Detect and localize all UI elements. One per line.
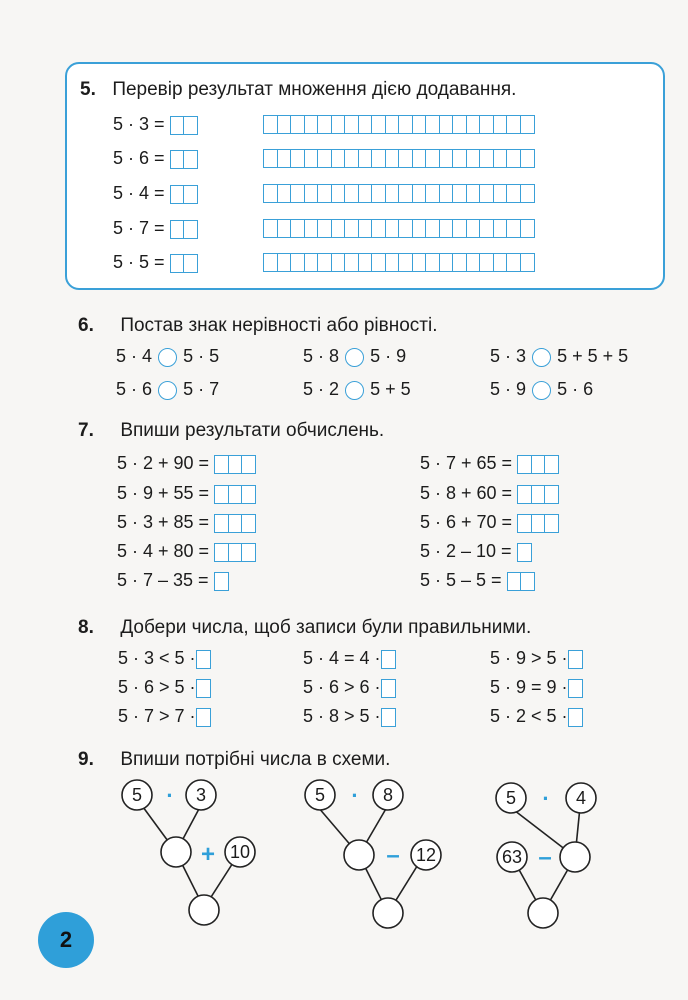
task6-comparison xyxy=(116,346,219,367)
answer-cell[interactable] xyxy=(183,220,198,239)
answer-cell[interactable] xyxy=(241,543,256,562)
answer-cells[interactable] xyxy=(517,514,559,533)
task-title: Впиши потрібні числа в схеми. xyxy=(120,749,391,770)
answer-cells[interactable] xyxy=(263,184,535,203)
answer-cell[interactable] xyxy=(568,650,583,669)
answer-cells[interactable] xyxy=(568,708,583,727)
scheme1-b-text: 3 xyxy=(195,785,207,805)
answer-cells[interactable] xyxy=(517,455,559,474)
task7-left-expression xyxy=(117,570,229,591)
page-number-badge: 2 xyxy=(38,912,94,968)
task-title: Постав знак нерівності або рівності. xyxy=(120,315,438,336)
task8-item xyxy=(118,677,211,698)
scheme3-b-text: 4 xyxy=(575,788,587,808)
answer-cell[interactable] xyxy=(196,708,211,727)
answer-cells[interactable] xyxy=(170,116,199,135)
task7-left-expression xyxy=(117,541,256,562)
expression-text: 5 · 4 = 4 · xyxy=(303,648,381,668)
answer-cells[interactable] xyxy=(263,115,535,134)
answer-cell[interactable] xyxy=(214,572,229,591)
task-number: 6. xyxy=(78,315,94,336)
answer-cell[interactable] xyxy=(517,543,532,562)
answer-cells[interactable] xyxy=(507,572,536,591)
expression-text: 5 · 7 > 7 · xyxy=(118,706,196,726)
expression-text: 5 · 6 + 70 = xyxy=(420,512,513,532)
answer-cell[interactable] xyxy=(241,485,256,504)
task8-item xyxy=(303,677,396,698)
task7-right-expression xyxy=(420,541,532,562)
task5-addition-cells[interactable] xyxy=(263,115,535,134)
comparison-sign-blank[interactable] xyxy=(345,348,364,367)
answer-cells[interactable] xyxy=(196,650,211,669)
answer-cell[interactable] xyxy=(183,185,198,204)
expression-text: 5 · 8 > 5 · xyxy=(303,706,381,726)
answer-cells[interactable] xyxy=(381,679,396,698)
task-number: 7. xyxy=(78,420,94,441)
task6-comparison xyxy=(303,346,406,367)
task8-item xyxy=(118,706,211,727)
task5-header xyxy=(80,79,516,101)
answer-cell[interactable] xyxy=(381,679,396,698)
task8-item xyxy=(490,648,583,669)
answer-cell[interactable] xyxy=(520,115,535,134)
answer-cells[interactable] xyxy=(381,708,396,727)
scheme2-blank-result[interactable] xyxy=(373,898,403,928)
comparison-sign-blank[interactable] xyxy=(158,348,177,367)
answer-cells[interactable] xyxy=(568,679,583,698)
task6-comparison xyxy=(490,379,593,400)
comparison-right: 5 · 5 xyxy=(183,346,220,366)
task7-right-expression xyxy=(420,512,559,533)
answer-cells[interactable] xyxy=(263,149,535,168)
scheme2-c-text: 12 xyxy=(415,845,437,865)
answer-cell[interactable] xyxy=(183,150,198,169)
comparison-right: 5 · 7 xyxy=(183,379,220,399)
answer-cell[interactable] xyxy=(544,514,559,533)
task8-item xyxy=(490,706,583,727)
task8-header xyxy=(78,617,531,639)
expression-text: 5 · 6 > 5 · xyxy=(118,677,196,697)
answer-cell[interactable] xyxy=(520,572,535,591)
answer-cell[interactable] xyxy=(196,650,211,669)
scheme3-blank-result[interactable] xyxy=(528,898,558,928)
comparison-sign-blank[interactable] xyxy=(158,381,177,400)
scheme1-blank-product[interactable] xyxy=(161,837,191,867)
expression-text: 5 · 7 + 65 = xyxy=(420,453,513,473)
task-title: Перевір результат множення дією додавання. xyxy=(112,79,517,100)
expression-text: 5 · 9 = 9 · xyxy=(490,677,568,697)
scheme2-blank-product[interactable] xyxy=(344,840,374,870)
task6-comparison xyxy=(303,379,411,400)
task-title: Впиши результати обчислень. xyxy=(120,420,385,441)
scheme1-op1: · xyxy=(166,783,174,808)
answer-cells[interactable] xyxy=(196,679,211,698)
answer-cells[interactable] xyxy=(214,455,256,474)
answer-cells[interactable] xyxy=(214,514,256,533)
scheme1-blank-result[interactable] xyxy=(189,895,219,925)
task5-addition-cells[interactable] xyxy=(263,219,535,238)
task5-row xyxy=(113,183,198,204)
answer-cell[interactable] xyxy=(520,219,535,238)
answer-cells[interactable] xyxy=(263,253,535,272)
expression-text: 5 · 9 + 55 = xyxy=(117,483,210,503)
task7-left-expression xyxy=(117,512,256,533)
scheme3-op1: · xyxy=(542,786,550,811)
task5-expression: 5 · 5 = xyxy=(113,252,165,272)
task9-schemes xyxy=(0,770,688,945)
task5-expression: 5 · 6 = xyxy=(113,148,165,168)
comparison-left: 5 · 3 xyxy=(490,346,527,366)
answer-cells[interactable] xyxy=(170,185,199,204)
answer-cells[interactable] xyxy=(170,254,199,273)
comparison-right: 5 · 9 xyxy=(370,346,407,366)
comparison-left: 5 · 6 xyxy=(116,379,153,399)
scheme3-op2: – xyxy=(538,844,552,871)
expression-text: 5 · 3 + 85 = xyxy=(117,512,210,532)
answer-cells[interactable] xyxy=(214,572,229,591)
task8-item xyxy=(118,648,211,669)
task-number: 8. xyxy=(78,617,94,638)
task7-right-expression xyxy=(420,570,535,591)
scheme3-blank-product[interactable] xyxy=(560,842,590,872)
task7-header xyxy=(78,420,384,442)
task-number: 9. xyxy=(78,749,94,770)
answer-cell[interactable] xyxy=(568,708,583,727)
expression-text: 5 · 6 > 6 · xyxy=(303,677,381,697)
scheme1-a-text: 5 xyxy=(131,785,143,805)
task6-comparison xyxy=(490,346,628,367)
answer-cell[interactable] xyxy=(183,116,198,135)
answer-cell[interactable] xyxy=(381,650,396,669)
task6-comparison xyxy=(116,379,219,400)
comparison-left: 5 · 9 xyxy=(490,379,527,399)
answer-cell[interactable] xyxy=(381,708,396,727)
task5-row xyxy=(113,218,198,239)
answer-cells[interactable] xyxy=(214,543,256,562)
answer-cell[interactable] xyxy=(520,184,535,203)
scheme2-op2: – xyxy=(386,842,400,869)
expression-text: 5 · 4 + 80 = xyxy=(117,541,210,561)
task6-header xyxy=(78,315,437,337)
scheme3-a-text: 5 xyxy=(505,788,517,808)
expression-text: 5 · 9 > 5 · xyxy=(490,648,568,668)
expression-text: 5 · 8 + 60 = xyxy=(420,483,513,503)
task5-expression: 5 · 3 = xyxy=(113,114,165,134)
scheme2-b-text: 8 xyxy=(382,785,394,805)
scheme2-op1: · xyxy=(351,783,359,808)
answer-cells[interactable] xyxy=(214,485,256,504)
comparison-left: 5 · 2 xyxy=(303,379,340,399)
comparison-sign-blank[interactable] xyxy=(532,348,551,367)
task5-expression: 5 · 7 = xyxy=(113,218,165,238)
answer-cell[interactable] xyxy=(241,455,256,474)
scheme2-a-text: 5 xyxy=(314,785,326,805)
task-title: Добери числа, щоб записи були правильними. xyxy=(120,617,532,638)
answer-cell[interactable] xyxy=(241,514,256,533)
answer-cell[interactable] xyxy=(520,253,535,272)
comparison-left: 5 · 4 xyxy=(116,346,153,366)
answer-cell[interactable] xyxy=(544,455,559,474)
scheme1-c-text: 10 xyxy=(229,842,251,862)
answer-cell[interactable] xyxy=(196,679,211,698)
comparison-sign-blank[interactable] xyxy=(532,381,551,400)
answer-cells[interactable] xyxy=(196,708,211,727)
answer-cell[interactable] xyxy=(183,254,198,273)
task8-item xyxy=(303,706,396,727)
task-number: 5. xyxy=(80,79,96,100)
task5-expression: 5 · 4 = xyxy=(113,183,165,203)
answer-cell[interactable] xyxy=(520,149,535,168)
answer-cells[interactable] xyxy=(381,650,396,669)
comparison-right: 5 + 5 + 5 xyxy=(557,346,629,366)
comparison-right: 5 + 5 xyxy=(370,379,411,399)
comparison-right: 5 · 6 xyxy=(557,379,594,399)
answer-cells[interactable] xyxy=(517,543,532,562)
scheme1-op2: + xyxy=(200,841,216,868)
answer-cells[interactable] xyxy=(170,150,199,169)
scheme3-d-text: 63 xyxy=(501,847,523,867)
task8-item xyxy=(303,648,396,669)
answer-cells[interactable] xyxy=(170,220,199,239)
task7-right-expression xyxy=(420,453,559,474)
answer-cell[interactable] xyxy=(568,679,583,698)
task5-row xyxy=(113,252,198,273)
answer-cells[interactable] xyxy=(568,650,583,669)
expression-text: 5 · 2 < 5 · xyxy=(490,706,568,726)
task5-row xyxy=(113,114,198,135)
answer-cells[interactable] xyxy=(263,219,535,238)
task9-header xyxy=(78,749,390,771)
task7-left-expression xyxy=(117,453,256,474)
task7-left-expression xyxy=(117,483,256,504)
task7-right-expression xyxy=(420,483,559,504)
expression-text: 5 · 7 – 35 = xyxy=(117,570,209,590)
expression-text: 5 · 2 – 10 = xyxy=(420,541,512,561)
task5-addition-cells[interactable] xyxy=(263,184,535,203)
task5-addition-cells[interactable] xyxy=(263,253,535,272)
answer-cell[interactable] xyxy=(544,485,559,504)
expression-text: 5 · 2 + 90 = xyxy=(117,453,210,473)
comparison-sign-blank[interactable] xyxy=(345,381,364,400)
task8-item xyxy=(490,677,583,698)
task5-addition-cells[interactable] xyxy=(263,149,535,168)
answer-cells[interactable] xyxy=(517,485,559,504)
expression-text: 5 · 3 < 5 · xyxy=(118,648,196,668)
comparison-left: 5 · 8 xyxy=(303,346,340,366)
expression-text: 5 · 5 – 5 = xyxy=(420,570,502,590)
task5-row xyxy=(113,148,198,169)
